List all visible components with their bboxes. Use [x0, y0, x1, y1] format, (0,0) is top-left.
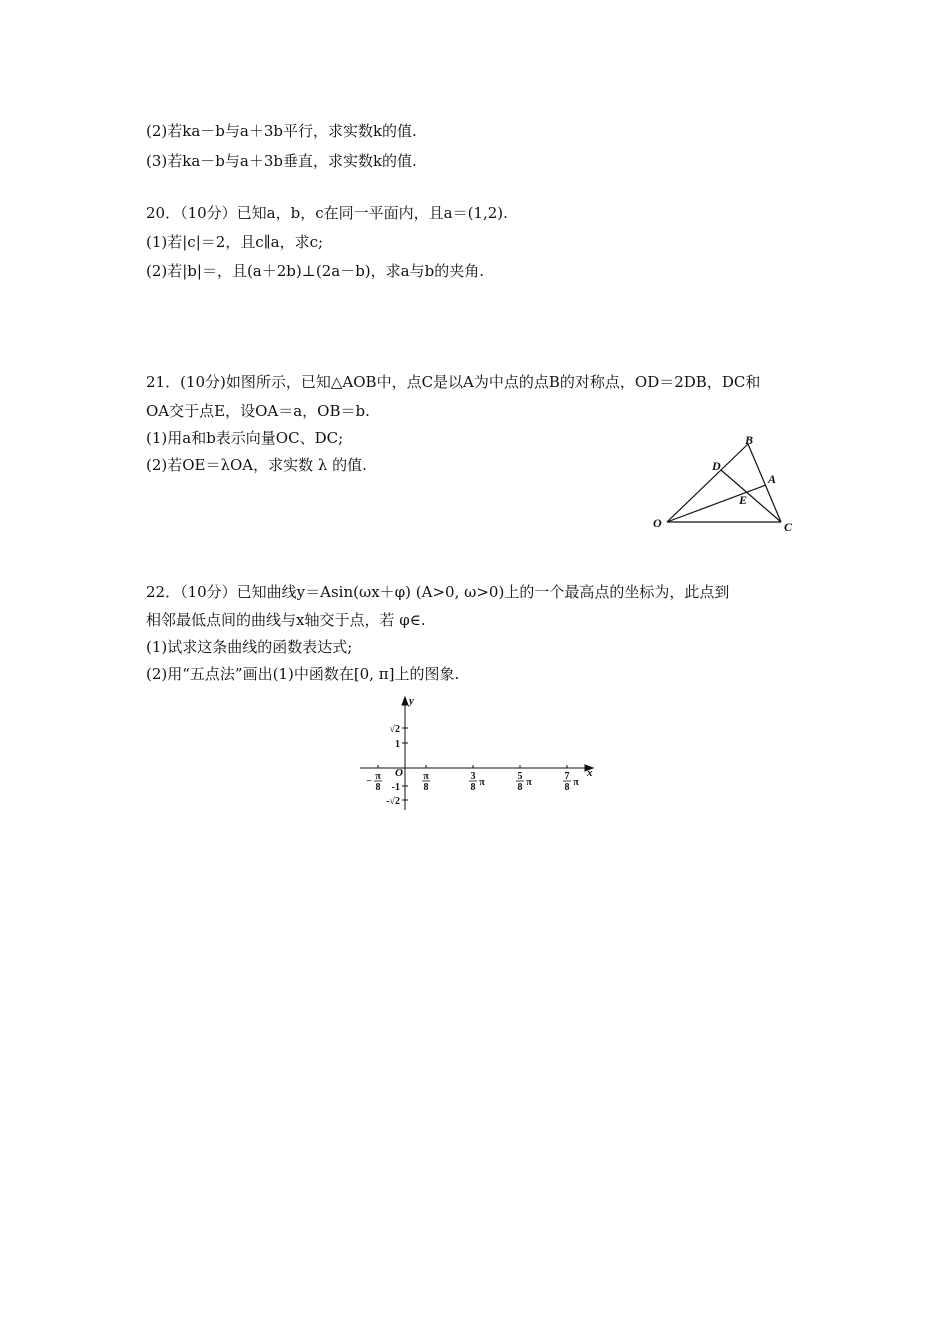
y-tick-label: 1	[395, 739, 400, 750]
y-tick-label: √2	[389, 724, 400, 735]
coordinate-grid	[355, 690, 605, 815]
segment-oa	[667, 485, 766, 522]
x-tick-pi: π	[573, 777, 579, 788]
q22-part2: (2)用“五点法”画出(1)中函数在[0, π]上的图象.	[146, 665, 460, 683]
label-c: C	[784, 520, 793, 534]
q20-stem: 20．（10分）已知a，b，c在同一平面内，且a＝(1,2).	[146, 204, 508, 222]
q22-part1: (1)试求这条曲线的函数表达式;	[146, 638, 353, 656]
q20-part2: (2)若|b|＝，且(a＋2b)⊥(2a－b)，求a与b的夹角.	[146, 262, 484, 280]
x-tick-pi: π	[479, 777, 485, 788]
x-tick-denominator: 8	[423, 782, 429, 793]
x-tick-numerator: 7	[564, 771, 570, 782]
y-tick-label: -1	[391, 782, 400, 793]
x-tick-numerator: 3	[470, 771, 476, 782]
y-axis-arrow	[402, 697, 408, 705]
label-a: A	[768, 472, 777, 486]
x-tick-numerator: π	[423, 771, 429, 782]
q21-part2: (2)若OE＝λOA，求实数 λ 的值.	[146, 456, 367, 474]
q21-stem-line2: OA交于点E，设OA＝a，OB＝b.	[146, 402, 370, 420]
q20-part1: (1)若|c|＝2，且c∥a，求c;	[146, 233, 324, 251]
x-tick-pi: π	[526, 777, 532, 788]
x-tick-sign: −	[366, 776, 372, 787]
x-axis-label: x	[587, 767, 593, 779]
y-tick-label: -√2	[386, 796, 400, 807]
x-tick-numerator: π	[375, 771, 381, 782]
x-tick-denominator: 8	[564, 782, 570, 793]
q22-stem-line2: 相邻最低点间的曲线与x轴交于点，若 φ∈.	[146, 611, 426, 629]
label-o: O	[653, 516, 662, 530]
x-tick-denominator: 8	[470, 782, 476, 793]
origin-label: O	[395, 767, 403, 779]
q21-part1: (1)用a和b表示向量OC、DC;	[146, 429, 344, 447]
label-d: D	[712, 459, 721, 473]
q21-stem-line1: 21．(10分)如图所示，已知△AOB中，点C是以A为中点的点B的对称点，OD＝2DB，DC和	[146, 373, 761, 391]
segment-bc	[748, 444, 781, 522]
y-axis-label: y	[409, 695, 414, 707]
x-tick-denominator: 8	[375, 782, 381, 793]
label-b: B	[745, 433, 754, 447]
label-e: E	[739, 493, 748, 507]
triangle-figure	[650, 430, 810, 540]
q19-part2: (2)若ka－b与a＋3b平行，求实数k的值.	[146, 122, 417, 140]
q22-stem-line1: 22．（10分）已知曲线y＝Asin(ωx＋φ) (A>0, ω>0)上的一个最高点的坐标为，此点到	[146, 583, 730, 601]
q19-part3: (3)若ka－b与a＋3b垂直，求实数k的值.	[146, 152, 417, 170]
x-tick-numerator: 5	[517, 771, 523, 782]
x-tick-denominator: 8	[517, 782, 523, 793]
